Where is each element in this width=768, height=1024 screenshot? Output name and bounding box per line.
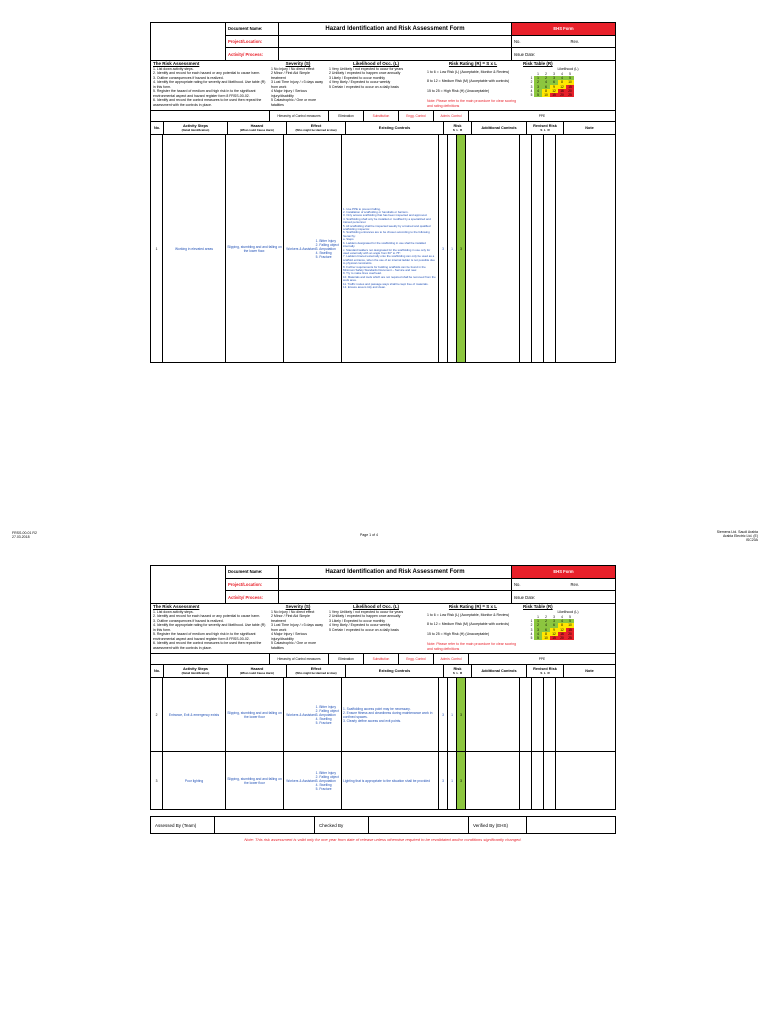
risk-rating-item: 1 to 6 = Low Risk (L) (Acceptable, Monitor & Review) — [427, 612, 510, 617]
severity-item: 3 Lost Time Injury / >3 days away from work — [271, 623, 324, 632]
row-risk-r: 3 — [457, 135, 466, 362]
row-note — [556, 678, 615, 751]
row-revised-s — [520, 678, 532, 751]
col-effect-sub: (Who might be Harmed & How) — [295, 128, 337, 132]
table-row — [150, 135, 616, 363]
footer-doc-ref: FRSS-00-01 R2 27.03.2018 — [12, 531, 37, 540]
no-label: No. — [514, 582, 521, 587]
rev-label: Rev. — [570, 582, 579, 587]
risk-assessment-steps: 1. List down activity steps. 2. Identify and record for each hazard or any potential to cause harm. 3. Outline consequences if hazard is realized. 4. Identify the appropriate rating for severity and likelihood. Use table (R) in this form. 5. Register the hazard of medium and high risk in to the significant environmental aspect and hazard register form 8 FRSS-00-02. 6. Identify and record the control measures to be used then repeat the assessment with the controls in place. — [153, 609, 266, 650]
likelihood-title: Likelihood of Occ. (L) — [353, 604, 399, 609]
risk-table-likelihood-label: Likelihood (L) — [557, 66, 579, 71]
likelihood-item: 3 Likely / Expected to occur monthly — [329, 618, 386, 623]
risk-rating-title: Risk Rating (R) = S x L — [448, 604, 498, 609]
likelihood-item: 1 Very Unlikely / not expected to occur for years — [329, 66, 404, 71]
row-risk-s: 3 — [439, 135, 448, 362]
footer-company: Siemens Ltd. Saudi Arabia Arabia Electric Ltd. (E) ISC20A — [716, 530, 758, 543]
row-hazard: Slipping, stumbling and and falling on the lower floor — [226, 752, 284, 809]
risk-matrix: 1 2 3 4 5 1 1 2 3 4 5 2 2 4 6 8 10 3 3 6 9 12 15 4 4 8 12 16 20 5 5 10 15 20 25 — [523, 72, 613, 97]
logo-area — [151, 23, 226, 60]
col-revised: Revised Risk — [533, 124, 557, 128]
severity-item: 2 Minor / First Aid Simple treatment — [271, 614, 310, 623]
col-revised: Revised Risk — [533, 667, 557, 671]
table-row — [150, 752, 616, 810]
likelihood-item: 5 Certain / expected to occur on a daily basis — [329, 84, 399, 89]
severity-title: Severity (S) — [285, 604, 311, 609]
hierarchy-of-controls — [150, 654, 616, 665]
project-label: Project/Location: — [226, 36, 279, 48]
row-revised-s — [520, 752, 532, 809]
hierarchy-of-controls — [150, 111, 616, 122]
col-no: No. — [151, 665, 164, 677]
row-effect-who: Workers & Assistant — [286, 246, 316, 251]
footer-page-number: Page 1 of 4 — [360, 533, 378, 537]
risk-rating-item: 1 to 6 = Low Risk (L) (Acceptable, Monitor & Review) — [427, 69, 510, 74]
col-hazard-sub: (What could Cause Harm) — [239, 671, 275, 675]
risk-rating-note: Note: Please refer to the main procedure for clear scoring and rating definitions — [427, 99, 517, 108]
likelihood-item: 5 Certain / expected to occur on a daily basis — [329, 627, 399, 632]
ehs-form-badge: EHS Form — [512, 23, 615, 36]
reference-block — [150, 61, 616, 111]
risk-rating-title: Risk Rating (R) = S x L — [448, 61, 498, 66]
risk-assessment-steps: 1. List down activity steps. 2. Identify and record for each hazard or any potential to cause harm. 3. Outline consequences if hazard is realized. 4. Identify the appropriate rating for severity and likelihood. Use table (R) in this form. 5. Register the hazard of medium and high risk in to the significant environmental aspect and hazard register form 8 FRSS-00-02. 6. Identify and record the control measures to be used then repeat the assessment with the controls in place. — [153, 66, 266, 107]
risk-rating-item: 15 to 25 = High Risk (H) (Unacceptable) — [427, 631, 490, 636]
row-revised-r — [544, 135, 556, 362]
likelihood-title: Likelihood of Occ. (L) — [353, 61, 399, 66]
col-hazard-sub: (What could Cause Harm) — [239, 128, 275, 132]
row-activity: Working in elevated areas — [163, 135, 226, 362]
hierarchy-item: Substitution — [364, 111, 399, 121]
reference-block — [150, 604, 616, 654]
severity-item: 5 Catastrophic / One or more fatalities — [271, 98, 317, 107]
row-hazard: Slipping, stumbling and and falling on the lower floor — [226, 678, 284, 751]
row-controls: 1. Use PPE to prevent falling. 2. Installation of scaffolding or handrails or barriers. 3. Only access scaffolding that has been inspected and approved. 4. Scaffolding shall only be installed or modified by a specialized and trained personnel. 5. All scaffolding shall be inspected weekly by a trained and qualified scaffolding inspector. 6. Scaffolding entrances are to be chosen according to the following hierarchy: a. Steps b. Ladders designated for the scaffolding in use shall be installed internally. c. Standard ladders not designated for the scaffolding in use only for used externally with an angle from 60° to 75°. 7. Ladders braced externally onto the scaffolding can only be used as a scaffold entrance, when the use of an internal ladder is not possible due to physical constraints. 8. Further requirements for building scaffolds can be found in the Minimum Safety Standards Document – Service and new. 9. Try to make lines overhead. 10. Materials and tools which are not required shall be removed from the work area. 11. Traffic routes and passage ways shall be kept free of materials. 12. Ensure area is tidy and clean. — [342, 135, 439, 362]
col-risk: Risk — [453, 124, 462, 128]
row-risk-r: 3 — [457, 752, 466, 809]
verified-by-field[interactable] — [527, 817, 615, 833]
row-risk-l: 1 — [448, 752, 457, 809]
likelihood-item: 4 Very likely / Expected to occur weekly — [329, 623, 391, 627]
logo-area — [151, 566, 226, 603]
hierarchy-label: Hierarchy of Control measures — [270, 654, 329, 664]
table-row — [150, 678, 616, 752]
risk-table-likelihood-label: Likelihood (L) — [557, 609, 579, 614]
form-page-2 — [150, 565, 616, 842]
risk-rating-item: 8 to 12 = Medium Risk (M) (Acceptable with controls) — [427, 622, 510, 626]
col-additional: Additional Controls — [472, 665, 527, 677]
hierarchy-item: Elimination — [329, 654, 364, 664]
risk-assessment-title: The Risk Assessment — [153, 61, 200, 66]
risk-table-title: Risk Table (R) — [523, 604, 553, 609]
row-effect: 1. Bitter Injury 2. Falling object 3. Amputation 4. Swelling 5. Fracture — [315, 770, 339, 791]
hierarchy-item: PPE — [538, 114, 546, 118]
table-header: No. Activity Steps (Detail Identification) Hazard (What could Cause Harm) Effect (Who might be Harmed & How) Existing Controls Risk S L R Additional Controls Revised Risk S L R Note — [150, 122, 616, 135]
verified-by-label: Verified By (EHS) — [469, 817, 527, 833]
document-name-label: Document Name: — [226, 23, 279, 35]
row-effect-who: Workers & Assistant — [286, 712, 316, 717]
document-name-label: Document Name: — [226, 566, 279, 578]
row-effect: 1. Bitter Injury 2. Falling object 3. Amputation 4. Swelling 5. Fracture — [315, 704, 339, 725]
row-no: 2 — [151, 678, 163, 751]
table-header: No. Activity Steps (Detail Identification) Hazard (What could Cause Harm) Effect (Who might be Harmed & How) Existing Controls Risk S L R Additional Controls Revised Risk S L R Note — [150, 665, 616, 678]
row-controls: Lighting that is appropriate to the situation shall be provided — [342, 752, 439, 809]
col-controls: Existing Controls — [346, 122, 444, 134]
severity-item: 1 No Injury / No direct effect — [271, 609, 315, 614]
risk-assessment-title: The Risk Assessment — [153, 604, 200, 609]
signature-row — [150, 816, 616, 834]
checked-by-label: Checked By — [315, 817, 369, 833]
risk-table-title: Risk Table (R) — [523, 61, 553, 66]
severity-item: 2 Minor / First Aid Simple treatment — [271, 71, 310, 80]
form-header — [150, 22, 616, 61]
row-hazard: Slipping, stumbling and and falling on the lower floor. — [226, 135, 284, 362]
form-header — [150, 565, 616, 604]
row-revised-s — [520, 135, 532, 362]
severity-item: 1 No Injury / No direct effect — [271, 66, 315, 71]
severity-item: 4 Major Injury / Serious injury/disability — [271, 89, 307, 98]
assessed-by-label: Assessed By (Team) — [151, 817, 215, 833]
hierarchy-item: Engg. Control — [399, 654, 434, 664]
row-activity: Entrance, Exit & emergency exists — [163, 678, 226, 751]
severity-item: 5 Catastrophic / One or more fatalities — [271, 641, 317, 650]
risk-rating-note: Note: Please refer to the main procedure for clear scoring and rating definitions — [427, 642, 517, 651]
risk-rating-item: 15 to 25 = High Risk (H) (Unacceptable) — [427, 88, 490, 93]
row-note — [556, 135, 615, 362]
row-risk-l: 1 — [448, 678, 457, 751]
row-risk-r: 3 — [457, 678, 466, 751]
col-effect: Effect — [310, 124, 322, 128]
row-revised-r — [544, 752, 556, 809]
form-title: Hazard Identification and Risk Assessment Form — [325, 25, 465, 32]
row-additional — [466, 135, 520, 362]
row-effect: 1. Bitter Injury 2. Falling object 3. Amputation 4. Swelling 5. Fracture — [315, 238, 339, 259]
hierarchy-item: Substitution — [364, 654, 399, 664]
issue-date-label: Issue Date: — [514, 51, 536, 57]
form-page-1 — [150, 22, 616, 363]
hierarchy-item: PPE — [538, 657, 546, 661]
likelihood-item: 2 Unlikely / expected to happen once annually — [329, 614, 401, 618]
row-risk-s: 3 — [439, 752, 448, 809]
col-controls: Existing Controls — [346, 665, 444, 677]
rev-label: Rev. — [570, 39, 579, 44]
col-hazard: Hazard — [250, 667, 264, 671]
hierarchy-label: Hierarchy of Control measures — [270, 111, 329, 121]
activity-label: Activity/ Process: — [226, 48, 279, 60]
row-additional — [466, 678, 520, 751]
col-activity: Activity Steps — [182, 124, 209, 128]
no-label: No. — [514, 39, 521, 44]
risk-matrix: 1 2 3 4 5 1 1 2 3 4 5 2 2 4 6 8 10 3 3 6 9 12 15 4 4 8 12 16 20 5 5 10 15 20 25 — [523, 615, 613, 640]
row-effect-who: Workers & Assistant — [286, 778, 316, 783]
row-revised-l — [532, 678, 544, 751]
col-activity-sub: (Detail Identification) — [181, 671, 210, 675]
assessed-by-field[interactable] — [215, 817, 315, 833]
row-additional — [466, 752, 520, 809]
col-note: Note — [585, 669, 594, 673]
form-title: Hazard Identification and Risk Assessment Form — [325, 568, 465, 575]
likelihood-item: 4 Very likely / Expected to occur weekly — [329, 80, 391, 84]
activity-label: Activity/ Process: — [226, 591, 279, 603]
col-risk: Risk — [453, 667, 462, 671]
likelihood-item: 2 Unlikely / expected to happen once annually — [329, 71, 401, 75]
project-label: Project/Location: — [226, 579, 279, 591]
col-activity: Activity Steps — [182, 667, 209, 671]
row-no: 1 — [151, 135, 163, 362]
col-activity-sub: (Detail Identification) — [181, 128, 210, 132]
row-no: 3 — [151, 752, 163, 809]
col-effect-sub: (Who might be Harmed & How) — [295, 671, 337, 675]
row-note — [556, 752, 615, 809]
row-revised-l — [532, 135, 544, 362]
likelihood-item: 3 Likely / Expected to occur monthly — [329, 75, 386, 80]
row-revised-r — [544, 678, 556, 751]
checked-by-field[interactable] — [369, 817, 469, 833]
col-hazard: Hazard — [250, 124, 264, 128]
severity-title: Severity (S) — [285, 61, 311, 66]
issue-date-label: Issue Date: — [514, 594, 536, 600]
col-no: No. — [151, 122, 164, 134]
col-note: Note — [585, 126, 594, 130]
likelihood-item: 1 Very Unlikely / not expected to occur for years — [329, 609, 404, 614]
hierarchy-item: Elimination — [329, 111, 364, 121]
ehs-form-badge: EHS Form — [512, 566, 615, 579]
row-controls: 1. Scaffolding access point may be necessary. 2. Ensure fitness and cleanliness during maintenance work in confined spaces. 3. Clearly define access and exit points. — [342, 678, 439, 751]
col-additional: Additional Controls — [472, 122, 527, 134]
hierarchy-item: Engg. Control — [399, 111, 434, 121]
hierarchy-item: Admin. Control — [434, 111, 469, 121]
hierarchy-item: Admin. Control — [434, 654, 469, 664]
row-activity: Poor lighting — [163, 752, 226, 809]
row-revised-l — [532, 752, 544, 809]
risk-rating-item: 8 to 12 = Medium Risk (M) (Acceptable with controls) — [427, 79, 510, 83]
validity-note: Note: This risk assessment is valid only for one year from date of release unless otherwise required to be revalidated and/or conditions significantly changed. — [244, 837, 522, 842]
severity-item: 4 Major Injury / Serious injury/disability — [271, 632, 307, 641]
severity-item: 3 Lost Time Injury / >3 days away from work — [271, 80, 324, 89]
row-risk-l: 1 — [448, 135, 457, 362]
row-risk-s: 3 — [439, 678, 448, 751]
col-effect: Effect — [310, 667, 322, 671]
